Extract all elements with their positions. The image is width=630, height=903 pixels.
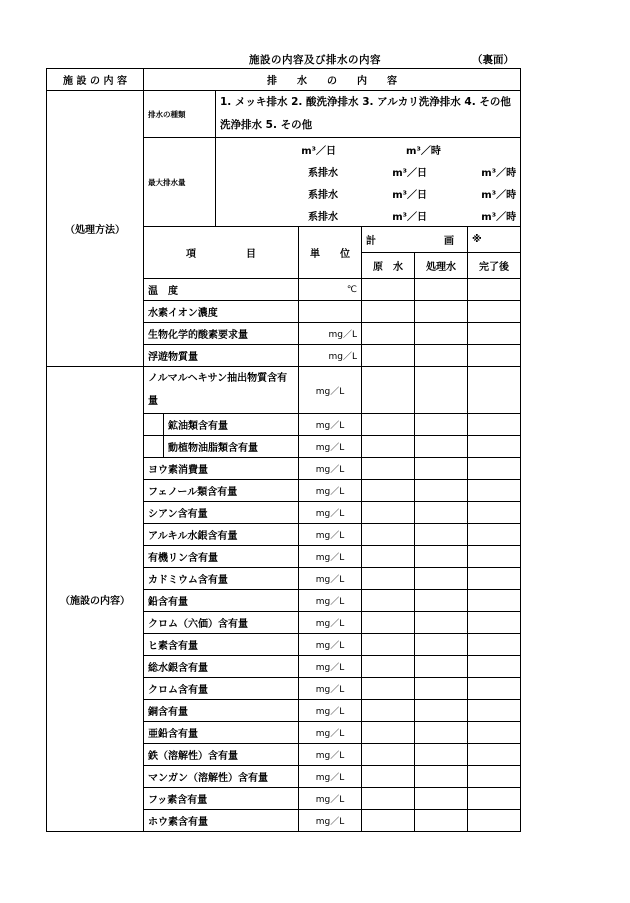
- item-name: 動植物油脂類含有量: [164, 436, 299, 458]
- col-header-after-completion: 完了後: [468, 253, 521, 279]
- item-8-treated-value[interactable]: [415, 634, 468, 656]
- col-header-item: 項 目: [144, 227, 299, 279]
- item-unit: mg／L: [299, 524, 362, 546]
- facility-content-label: （施設の内容）: [47, 367, 144, 832]
- item-name: 鉱油類含有量: [164, 414, 299, 436]
- sub-0-treated-value[interactable]: [415, 414, 468, 436]
- item-13-treated-value[interactable]: [415, 744, 468, 766]
- item-11-raw-value[interactable]: [362, 700, 415, 722]
- item-name: クロム（六価）含有量: [144, 612, 299, 634]
- max-drain-values[interactable]: [216, 138, 521, 227]
- item-11-treated-value[interactable]: [415, 700, 468, 722]
- item-unit: mg／L: [299, 612, 362, 634]
- sub-indent: [144, 436, 164, 458]
- item-5-after-value[interactable]: [468, 568, 521, 590]
- treatment-method-label: （処理方法）: [47, 91, 144, 367]
- item-name: 水素イオン濃度: [144, 301, 299, 323]
- item-name: 生物化学的酸素要求量: [144, 323, 299, 345]
- item-10-treated-value[interactable]: [415, 678, 468, 700]
- item-9-treated-value[interactable]: [415, 656, 468, 678]
- item-unit: mg／L: [299, 414, 362, 436]
- item-unit: mg／L: [299, 678, 362, 700]
- item-7-treated-value[interactable]: [415, 612, 468, 634]
- item-15-after-value[interactable]: [468, 788, 521, 810]
- back-side-label: （裏面）: [472, 54, 514, 66]
- item-unit: mg／L: [299, 634, 362, 656]
- drain-type-label: 排水の種類: [144, 91, 216, 138]
- row-0-treated-value[interactable]: [415, 279, 468, 301]
- item-8-raw-value[interactable]: [362, 634, 415, 656]
- row-0-after-value[interactable]: [468, 279, 521, 301]
- item-3-treated-value[interactable]: [415, 524, 468, 546]
- sub-1-after-value[interactable]: [468, 436, 521, 458]
- item-unit: mg／L: [299, 744, 362, 766]
- header-facility: 施 設 の 内 容: [47, 69, 144, 91]
- drain-system-line-2: 系排水 m³／日 m³／時: [308, 189, 517, 201]
- item-unit: mg／L: [299, 367, 362, 414]
- item-13-after-value[interactable]: [468, 744, 521, 766]
- item-unit: mg／L: [299, 546, 362, 568]
- item-name: 有機リン含有量: [144, 546, 299, 568]
- row-2-after-value[interactable]: [468, 323, 521, 345]
- item-unit: mg／L: [299, 656, 362, 678]
- item-name-normal-hexane: ノルマルヘキサン抽出物質含有量: [144, 367, 299, 414]
- item-0-after-value[interactable]: [468, 458, 521, 480]
- drain-system-line-3: 系排水 m³／日 m³／時: [308, 211, 517, 223]
- max-drain-day-unit: m³／日: [301, 145, 337, 157]
- item-8-after-value[interactable]: [468, 634, 521, 656]
- row-0-raw-value[interactable]: [362, 279, 415, 301]
- item-name: シアン含有量: [144, 502, 299, 524]
- item-12-treated-value[interactable]: [415, 722, 468, 744]
- item-unit: mg／L: [299, 323, 362, 345]
- item-6-treated-value[interactable]: [415, 590, 468, 612]
- item-unit: mg／L: [299, 722, 362, 744]
- item-1-raw-value[interactable]: [362, 480, 415, 502]
- item-unit: mg／L: [299, 502, 362, 524]
- sub-indent: [144, 414, 164, 436]
- item-11-after-value[interactable]: [468, 700, 521, 722]
- item-unit: mg／L: [299, 436, 362, 458]
- item-15-raw-value[interactable]: [362, 788, 415, 810]
- item-12-after-value[interactable]: [468, 722, 521, 744]
- drain-system-line-1: 系排水 m³／日 m³／時: [308, 167, 517, 179]
- item-unit: mg／L: [299, 788, 362, 810]
- row-1-raw-value[interactable]: [362, 301, 415, 323]
- item-name: 温 度: [144, 279, 299, 301]
- item-unit: mg／L: [299, 766, 362, 788]
- item-4-treated-value[interactable]: [415, 546, 468, 568]
- item-7-after-value[interactable]: [468, 612, 521, 634]
- item-16-after-value[interactable]: [468, 810, 521, 832]
- item-9-after-value[interactable]: [468, 656, 521, 678]
- item-14-treated-value[interactable]: [415, 766, 468, 788]
- sub-0-raw-value[interactable]: [362, 414, 415, 436]
- item-unit: [299, 301, 362, 323]
- item-2-raw-value[interactable]: [362, 502, 415, 524]
- col-header-raw-water: 原 水: [362, 253, 415, 279]
- item-name: マンガン（溶解性）含有量: [144, 766, 299, 788]
- max-drain-hour-unit: m³／時: [406, 145, 441, 157]
- item-3-after-value[interactable]: [468, 524, 521, 546]
- item-4-after-value[interactable]: [468, 546, 521, 568]
- normal-hexane-treated-value[interactable]: [415, 367, 468, 414]
- item-name: フッ素含有量: [144, 788, 299, 810]
- item-unit: ℃: [299, 279, 362, 301]
- item-14-raw-value[interactable]: [362, 766, 415, 788]
- item-name: フェノール類含有量: [144, 480, 299, 502]
- item-unit: mg／L: [299, 480, 362, 502]
- item-1-treated-value[interactable]: [415, 480, 468, 502]
- item-name: 浮遊物質量: [144, 345, 299, 367]
- item-10-after-value[interactable]: [468, 678, 521, 700]
- item-12-raw-value[interactable]: [362, 722, 415, 744]
- col-header-treated-water: 処理水: [415, 253, 468, 279]
- item-13-raw-value[interactable]: [362, 744, 415, 766]
- item-2-after-value[interactable]: [468, 502, 521, 524]
- item-0-raw-value[interactable]: [362, 458, 415, 480]
- item-unit: mg／L: [299, 810, 362, 832]
- item-name: 亜鉛含有量: [144, 722, 299, 744]
- facility-drainage-form: [46, 68, 521, 832]
- item-name: 総水銀含有量: [144, 656, 299, 678]
- item-unit: mg／L: [299, 700, 362, 722]
- col-header-unit: 単 位: [299, 227, 362, 279]
- item-9-raw-value[interactable]: [362, 656, 415, 678]
- row-2-raw-value[interactable]: [362, 323, 415, 345]
- item-16-raw-value[interactable]: [362, 810, 415, 832]
- item-2-treated-value[interactable]: [415, 502, 468, 524]
- item-name: アルキル水銀含有量: [144, 524, 299, 546]
- item-7-raw-value[interactable]: [362, 612, 415, 634]
- item-unit: mg／L: [299, 568, 362, 590]
- item-0-treated-value[interactable]: [415, 458, 468, 480]
- row-1-treated-value[interactable]: [415, 301, 468, 323]
- row-3-after-value[interactable]: [468, 345, 521, 367]
- row-2-treated-value[interactable]: [415, 323, 468, 345]
- item-10-raw-value[interactable]: [362, 678, 415, 700]
- item-15-treated-value[interactable]: [415, 788, 468, 810]
- item-name: ヒ素含有量: [144, 634, 299, 656]
- col-header-mark: ※: [468, 227, 521, 253]
- item-14-after-value[interactable]: [468, 766, 521, 788]
- item-4-raw-value[interactable]: [362, 546, 415, 568]
- item-name: 鉛含有量: [144, 590, 299, 612]
- row-3-treated-value[interactable]: [415, 345, 468, 367]
- item-5-treated-value[interactable]: [415, 568, 468, 590]
- normal-hexane-raw-value[interactable]: [362, 367, 415, 414]
- item-5-raw-value[interactable]: [362, 568, 415, 590]
- row-3-raw-value[interactable]: [362, 345, 415, 367]
- col-header-plan: 計 画: [362, 227, 468, 253]
- page-title: 施設の内容及び排水の内容: [249, 54, 381, 66]
- max-drain-label: 最大排水量: [144, 138, 216, 227]
- sub-1-treated-value[interactable]: [415, 436, 468, 458]
- item-name: ホウ素含有量: [144, 810, 299, 832]
- header-drainage: 排 水 の 内 容: [144, 69, 521, 91]
- item-name: クロム含有量: [144, 678, 299, 700]
- item-3-raw-value[interactable]: [362, 524, 415, 546]
- item-name: ヨウ素消費量: [144, 458, 299, 480]
- sub-1-raw-value[interactable]: [362, 436, 415, 458]
- item-6-raw-value[interactable]: [362, 590, 415, 612]
- item-name: 銅含有量: [144, 700, 299, 722]
- item-unit: mg／L: [299, 590, 362, 612]
- row-1-after-value[interactable]: [468, 301, 521, 323]
- sub-0-after-value[interactable]: [468, 414, 521, 436]
- normal-hexane-after-value[interactable]: [468, 367, 521, 414]
- item-name: 鉄（溶解性）含有量: [144, 744, 299, 766]
- drain-type-options[interactable]: 1. メッキ排水 2. 酸洗浄排水 3. アルカリ洗浄排水 4. その他洗浄排水 5. その他: [216, 91, 521, 138]
- item-16-treated-value[interactable]: [415, 810, 468, 832]
- item-1-after-value[interactable]: [468, 480, 521, 502]
- item-unit: mg／L: [299, 458, 362, 480]
- item-unit: mg／L: [299, 345, 362, 367]
- item-name: カドミウム含有量: [144, 568, 299, 590]
- item-6-after-value[interactable]: [468, 590, 521, 612]
